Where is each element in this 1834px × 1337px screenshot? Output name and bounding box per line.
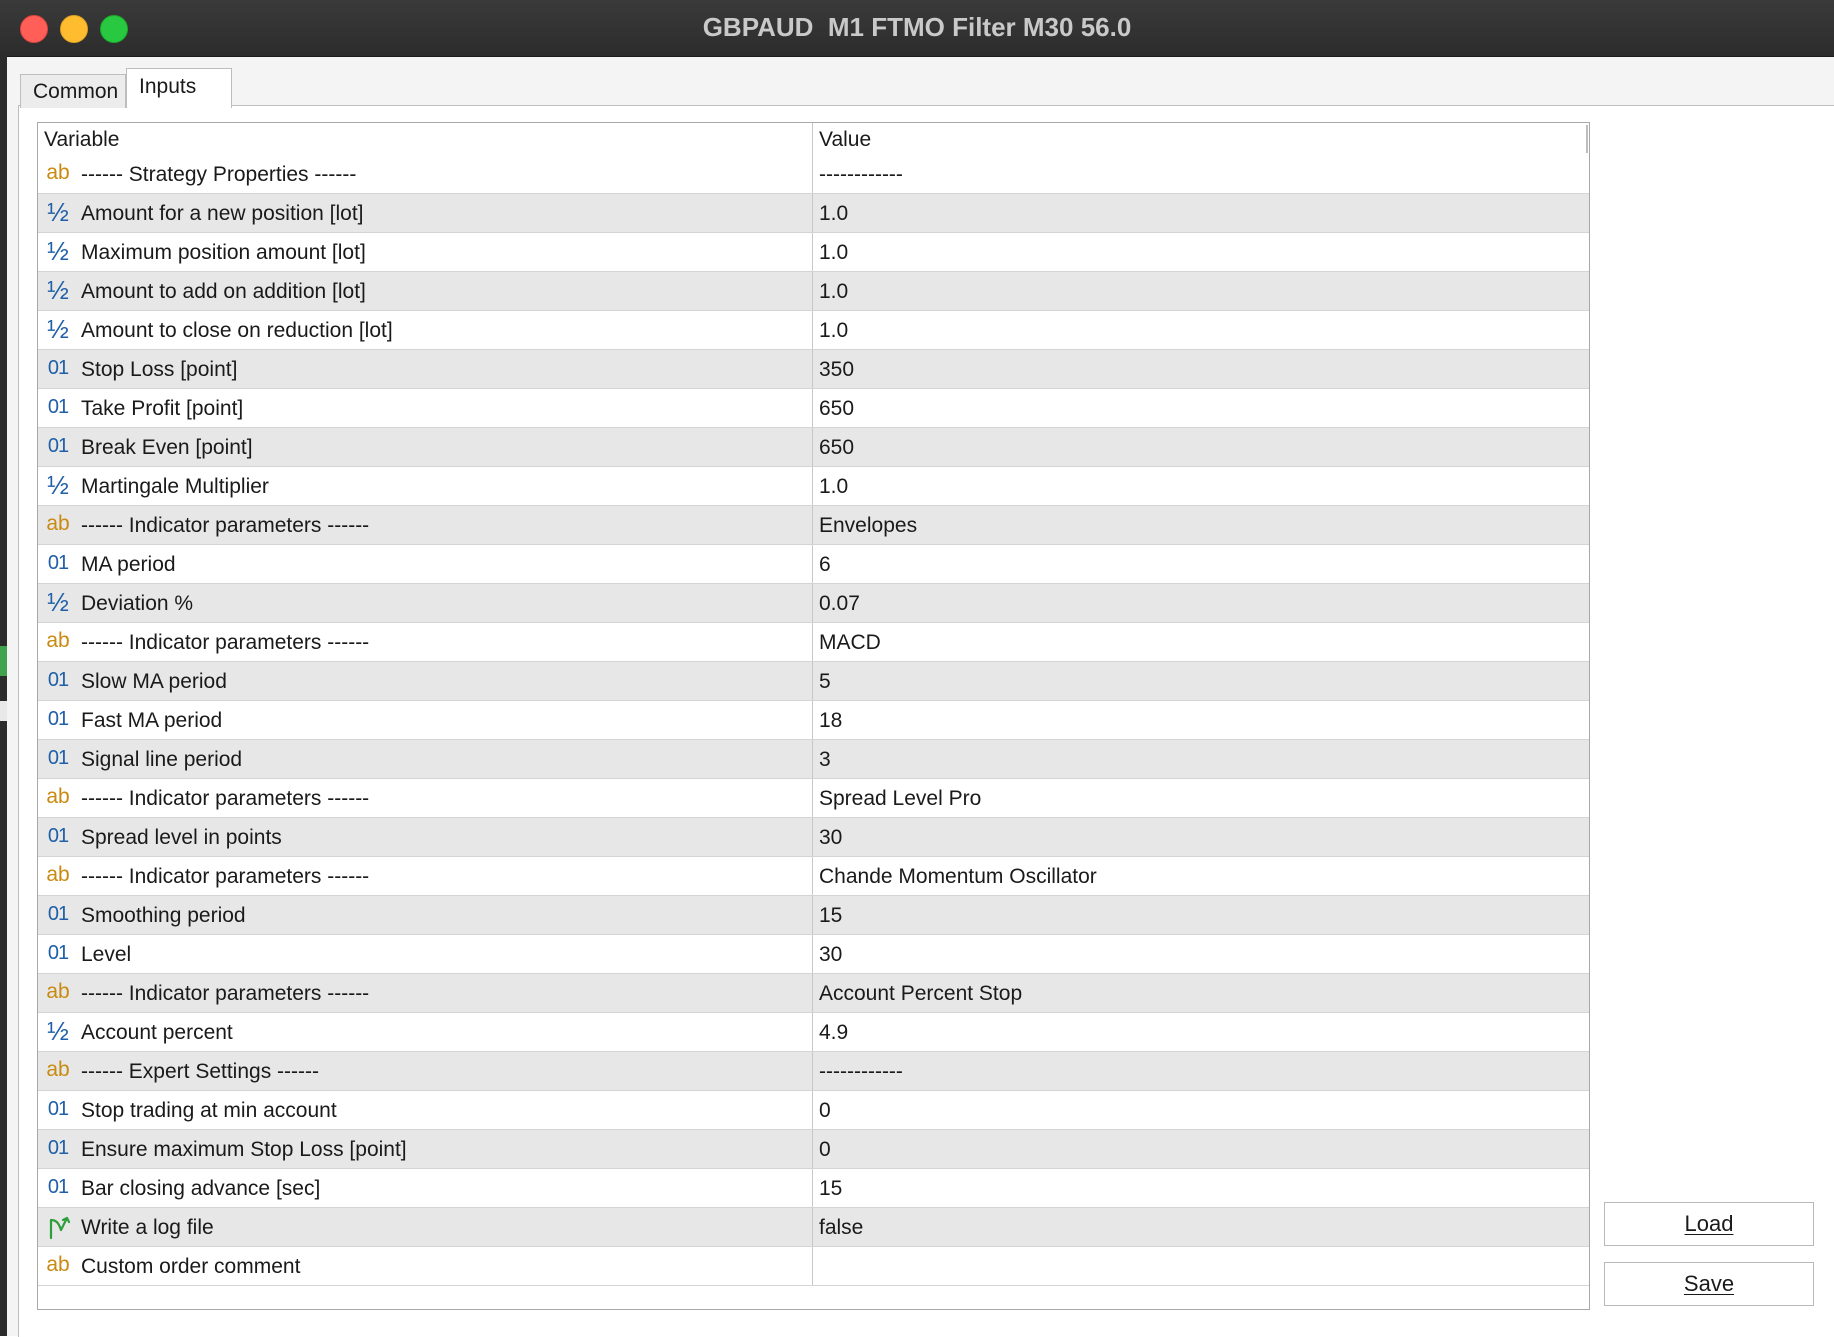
table-row[interactable] bbox=[38, 389, 1589, 428]
double-type-icon: ½ bbox=[47, 197, 69, 227]
table-row[interactable] bbox=[38, 350, 1589, 389]
table-row[interactable] bbox=[38, 506, 1589, 545]
inputs-table bbox=[37, 122, 1590, 1310]
variable-value: 0.07 bbox=[819, 592, 860, 615]
variable-name: ------ Indicator parameters ------ bbox=[81, 514, 370, 537]
variable-name: Bar closing advance [sec] bbox=[81, 1177, 321, 1200]
value-cell[interactable] bbox=[812, 389, 1589, 427]
string-type-icon: ab bbox=[46, 980, 70, 1003]
string-type-icon: ab bbox=[46, 1058, 70, 1081]
value-cell[interactable] bbox=[812, 935, 1589, 973]
variable-cell[interactable] bbox=[38, 818, 812, 856]
value-cell[interactable] bbox=[812, 194, 1589, 232]
value-cell[interactable] bbox=[812, 1130, 1589, 1168]
table-row[interactable] bbox=[38, 194, 1589, 233]
variable-cell[interactable] bbox=[38, 272, 812, 310]
variable-name: Spread level in points bbox=[81, 826, 282, 849]
variable-value: 6 bbox=[819, 553, 831, 576]
variable-value: 1.0 bbox=[819, 319, 849, 342]
variable-value: 650 bbox=[819, 436, 855, 459]
value-cell[interactable] bbox=[812, 1052, 1589, 1090]
integer-type-icon: 01 bbox=[47, 942, 69, 964]
integer-type-icon: 01 bbox=[47, 396, 69, 418]
table-row[interactable] bbox=[38, 818, 1589, 857]
table-row[interactable] bbox=[38, 1130, 1589, 1169]
variable-value: 1.0 bbox=[819, 475, 849, 498]
double-type-icon: ½ bbox=[47, 1016, 69, 1046]
variable-cell[interactable] bbox=[38, 1208, 812, 1246]
window-title: GBPAUD M1 FTMO Filter M30 56.0 bbox=[702, 12, 1132, 42]
variable-name: Custom order comment bbox=[81, 1255, 301, 1278]
variable-value: 15 bbox=[819, 904, 843, 927]
integer-type-icon: 01 bbox=[47, 825, 69, 847]
variable-cell[interactable] bbox=[38, 389, 812, 427]
string-type-icon: ab bbox=[46, 512, 70, 535]
string-type-icon: ab bbox=[46, 863, 70, 886]
variable-name: Signal line period bbox=[81, 748, 243, 771]
variable-cell[interactable] bbox=[38, 1052, 812, 1090]
variable-cell[interactable] bbox=[38, 350, 812, 388]
variable-name: Fast MA period bbox=[81, 709, 223, 732]
double-type-icon: ½ bbox=[47, 314, 69, 344]
variable-cell[interactable] bbox=[38, 662, 812, 700]
value-cell[interactable] bbox=[812, 233, 1589, 271]
variable-name: Amount for a new position [lot] bbox=[81, 202, 364, 225]
table-row[interactable] bbox=[38, 1208, 1589, 1247]
table-row[interactable] bbox=[38, 935, 1589, 974]
variable-value: ------------ bbox=[819, 1060, 903, 1083]
variable-name: Stop trading at min account bbox=[81, 1099, 337, 1122]
value-cell[interactable] bbox=[812, 311, 1589, 349]
variable-cell[interactable] bbox=[38, 467, 812, 505]
variable-name: Account percent bbox=[81, 1021, 233, 1044]
string-type-icon: ab bbox=[46, 161, 70, 184]
bool-type-icon bbox=[45, 1210, 71, 1242]
variable-cell[interactable] bbox=[38, 584, 812, 622]
variable-cell[interactable] bbox=[38, 1130, 812, 1168]
background-chart-edge bbox=[0, 56, 7, 1336]
variable-cell[interactable] bbox=[38, 974, 812, 1012]
double-type-icon: ½ bbox=[47, 587, 69, 617]
variable-value: 18 bbox=[819, 709, 843, 732]
variable-cell[interactable] bbox=[38, 545, 812, 583]
table-row[interactable] bbox=[38, 740, 1589, 779]
value-cell[interactable] bbox=[812, 1247, 1589, 1285]
variable-cell[interactable] bbox=[38, 194, 812, 232]
double-type-icon: ½ bbox=[47, 236, 69, 266]
variable-name: ------ Expert Settings ------ bbox=[81, 1060, 319, 1083]
double-type-icon: ½ bbox=[47, 275, 69, 305]
integer-type-icon: 01 bbox=[47, 669, 69, 691]
variable-name: Take Profit [point] bbox=[81, 397, 244, 420]
variable-cell[interactable] bbox=[38, 1169, 812, 1207]
variable-cell[interactable] bbox=[38, 428, 812, 466]
integer-type-icon: 01 bbox=[47, 357, 69, 379]
variable-name: ------ Indicator parameters ------ bbox=[81, 787, 370, 810]
variable-value: false bbox=[819, 1216, 864, 1239]
variable-value: Envelopes bbox=[819, 514, 918, 537]
value-cell[interactable] bbox=[812, 350, 1589, 388]
value-cell[interactable] bbox=[812, 740, 1589, 778]
variable-value: 1.0 bbox=[819, 202, 849, 225]
value-cell[interactable] bbox=[812, 857, 1589, 895]
variable-name: Amount to add on addition [lot] bbox=[81, 280, 366, 303]
variable-name: ------ Indicator parameters ------ bbox=[81, 982, 370, 1005]
variable-cell[interactable] bbox=[38, 1091, 812, 1129]
string-type-icon: ab bbox=[46, 1253, 70, 1276]
variable-value: 350 bbox=[819, 358, 855, 381]
variable-cell[interactable] bbox=[38, 857, 812, 895]
variable-value: ------------ bbox=[819, 163, 903, 186]
variable-cell[interactable] bbox=[38, 623, 812, 661]
variable-name: Write a log file bbox=[81, 1216, 214, 1239]
value-cell[interactable] bbox=[812, 1208, 1589, 1246]
value-cell[interactable] bbox=[812, 701, 1589, 739]
variable-cell[interactable] bbox=[38, 896, 812, 934]
table-row[interactable] bbox=[38, 545, 1589, 584]
table-header bbox=[38, 123, 1589, 155]
variable-name: ------ Indicator parameters ------ bbox=[81, 865, 370, 888]
variable-name: Ensure maximum Stop Loss [point] bbox=[81, 1138, 407, 1161]
variable-value: Chande Momentum Oscillator bbox=[819, 865, 1097, 888]
variable-name: MA period bbox=[81, 553, 176, 576]
table-row[interactable] bbox=[38, 155, 1589, 194]
value-cell[interactable] bbox=[812, 272, 1589, 310]
variable-name: Deviation % bbox=[81, 592, 194, 615]
variable-name: Maximum position amount [lot] bbox=[81, 241, 366, 264]
value-cell[interactable] bbox=[812, 584, 1589, 622]
variable-name: Amount to close on reduction [lot] bbox=[81, 319, 393, 342]
column-header-variable[interactable]: Variable bbox=[44, 128, 120, 151]
double-type-icon: ½ bbox=[47, 470, 69, 500]
string-type-icon: ab bbox=[46, 629, 70, 652]
value-cell[interactable] bbox=[812, 974, 1589, 1012]
tab-inputs[interactable]: Inputs bbox=[126, 68, 232, 108]
variable-value: 1.0 bbox=[819, 280, 849, 303]
variable-cell[interactable] bbox=[38, 1013, 812, 1051]
variable-cell[interactable] bbox=[38, 740, 812, 778]
variable-value: 15 bbox=[819, 1177, 843, 1200]
variable-name: ------ Strategy Properties ------ bbox=[81, 163, 357, 186]
integer-type-icon: 01 bbox=[47, 1176, 69, 1198]
table-row[interactable] bbox=[38, 779, 1589, 818]
tab-common[interactable]: Common bbox=[20, 74, 126, 108]
variable-value: 3 bbox=[819, 748, 831, 771]
load-button[interactable]: Load bbox=[1604, 1202, 1814, 1246]
table-row[interactable] bbox=[38, 701, 1589, 740]
string-type-icon: ab bbox=[46, 785, 70, 808]
table-row[interactable] bbox=[38, 233, 1589, 272]
variable-cell[interactable] bbox=[38, 506, 812, 544]
variable-name: Stop Loss [point] bbox=[81, 358, 238, 381]
table-row[interactable] bbox=[38, 896, 1589, 935]
column-header-value[interactable]: Value bbox=[812, 123, 1589, 155]
table-row[interactable] bbox=[38, 272, 1589, 311]
table-row[interactable] bbox=[38, 623, 1589, 662]
variable-value: MACD bbox=[819, 631, 881, 654]
variable-name: Level bbox=[81, 943, 132, 966]
value-cell[interactable] bbox=[812, 155, 1589, 193]
value-cell[interactable] bbox=[812, 1013, 1589, 1051]
variable-name: ------ Indicator parameters ------ bbox=[81, 631, 370, 654]
value-cell[interactable] bbox=[812, 662, 1589, 700]
variable-cell[interactable] bbox=[38, 233, 812, 271]
integer-type-icon: 01 bbox=[47, 1098, 69, 1120]
variable-name: Slow MA period bbox=[81, 670, 227, 693]
value-cell[interactable] bbox=[812, 896, 1589, 934]
integer-type-icon: 01 bbox=[47, 1137, 69, 1159]
variable-value: 1.0 bbox=[819, 241, 849, 264]
table-row[interactable] bbox=[38, 857, 1589, 896]
value-cell[interactable] bbox=[812, 779, 1589, 817]
table-row[interactable] bbox=[38, 1052, 1589, 1091]
save-button[interactable]: Save bbox=[1604, 1262, 1814, 1306]
variable-cell[interactable] bbox=[38, 1247, 812, 1285]
variable-cell[interactable] bbox=[38, 701, 812, 739]
variable-value: 4.9 bbox=[819, 1021, 849, 1044]
value-cell[interactable] bbox=[812, 428, 1589, 466]
integer-type-icon: 01 bbox=[47, 435, 69, 457]
variable-name: Smoothing period bbox=[81, 904, 246, 927]
table-row[interactable] bbox=[38, 1247, 1589, 1286]
integer-type-icon: 01 bbox=[47, 747, 69, 769]
variable-value: Account Percent Stop bbox=[819, 982, 1023, 1005]
value-cell[interactable] bbox=[812, 506, 1589, 544]
variable-value: 30 bbox=[819, 943, 843, 966]
title-bar bbox=[0, 0, 1834, 57]
integer-type-icon: 01 bbox=[47, 903, 69, 925]
value-cell[interactable] bbox=[812, 818, 1589, 856]
table-row[interactable] bbox=[38, 467, 1589, 506]
variable-cell[interactable] bbox=[38, 155, 812, 193]
variable-value: 0 bbox=[819, 1138, 831, 1161]
value-cell[interactable] bbox=[812, 545, 1589, 583]
table-row[interactable] bbox=[38, 662, 1589, 701]
variable-name: Break Even [point] bbox=[81, 436, 253, 459]
table-row[interactable] bbox=[38, 428, 1589, 467]
variable-value: 30 bbox=[819, 826, 843, 849]
table-row[interactable] bbox=[38, 584, 1589, 623]
value-cell[interactable] bbox=[812, 1091, 1589, 1129]
table-row[interactable] bbox=[38, 1169, 1589, 1208]
value-cell[interactable] bbox=[812, 467, 1589, 505]
table-row[interactable] bbox=[38, 1091, 1589, 1130]
variable-cell[interactable] bbox=[38, 779, 812, 817]
variable-value: 5 bbox=[819, 670, 831, 693]
integer-type-icon: 01 bbox=[47, 552, 69, 574]
variable-value: 650 bbox=[819, 397, 855, 420]
variable-cell[interactable] bbox=[38, 935, 812, 973]
integer-type-icon: 01 bbox=[47, 708, 69, 730]
table-row[interactable] bbox=[38, 1013, 1589, 1052]
table-row[interactable] bbox=[38, 974, 1589, 1013]
value-cell[interactable] bbox=[812, 623, 1589, 661]
variable-name: Martingale Multiplier bbox=[81, 475, 269, 498]
variable-cell[interactable] bbox=[38, 311, 812, 349]
variable-value: 0 bbox=[819, 1099, 831, 1122]
table-row[interactable] bbox=[38, 311, 1589, 350]
value-cell[interactable] bbox=[812, 1169, 1589, 1207]
variable-value: Spread Level Pro bbox=[819, 787, 982, 810]
